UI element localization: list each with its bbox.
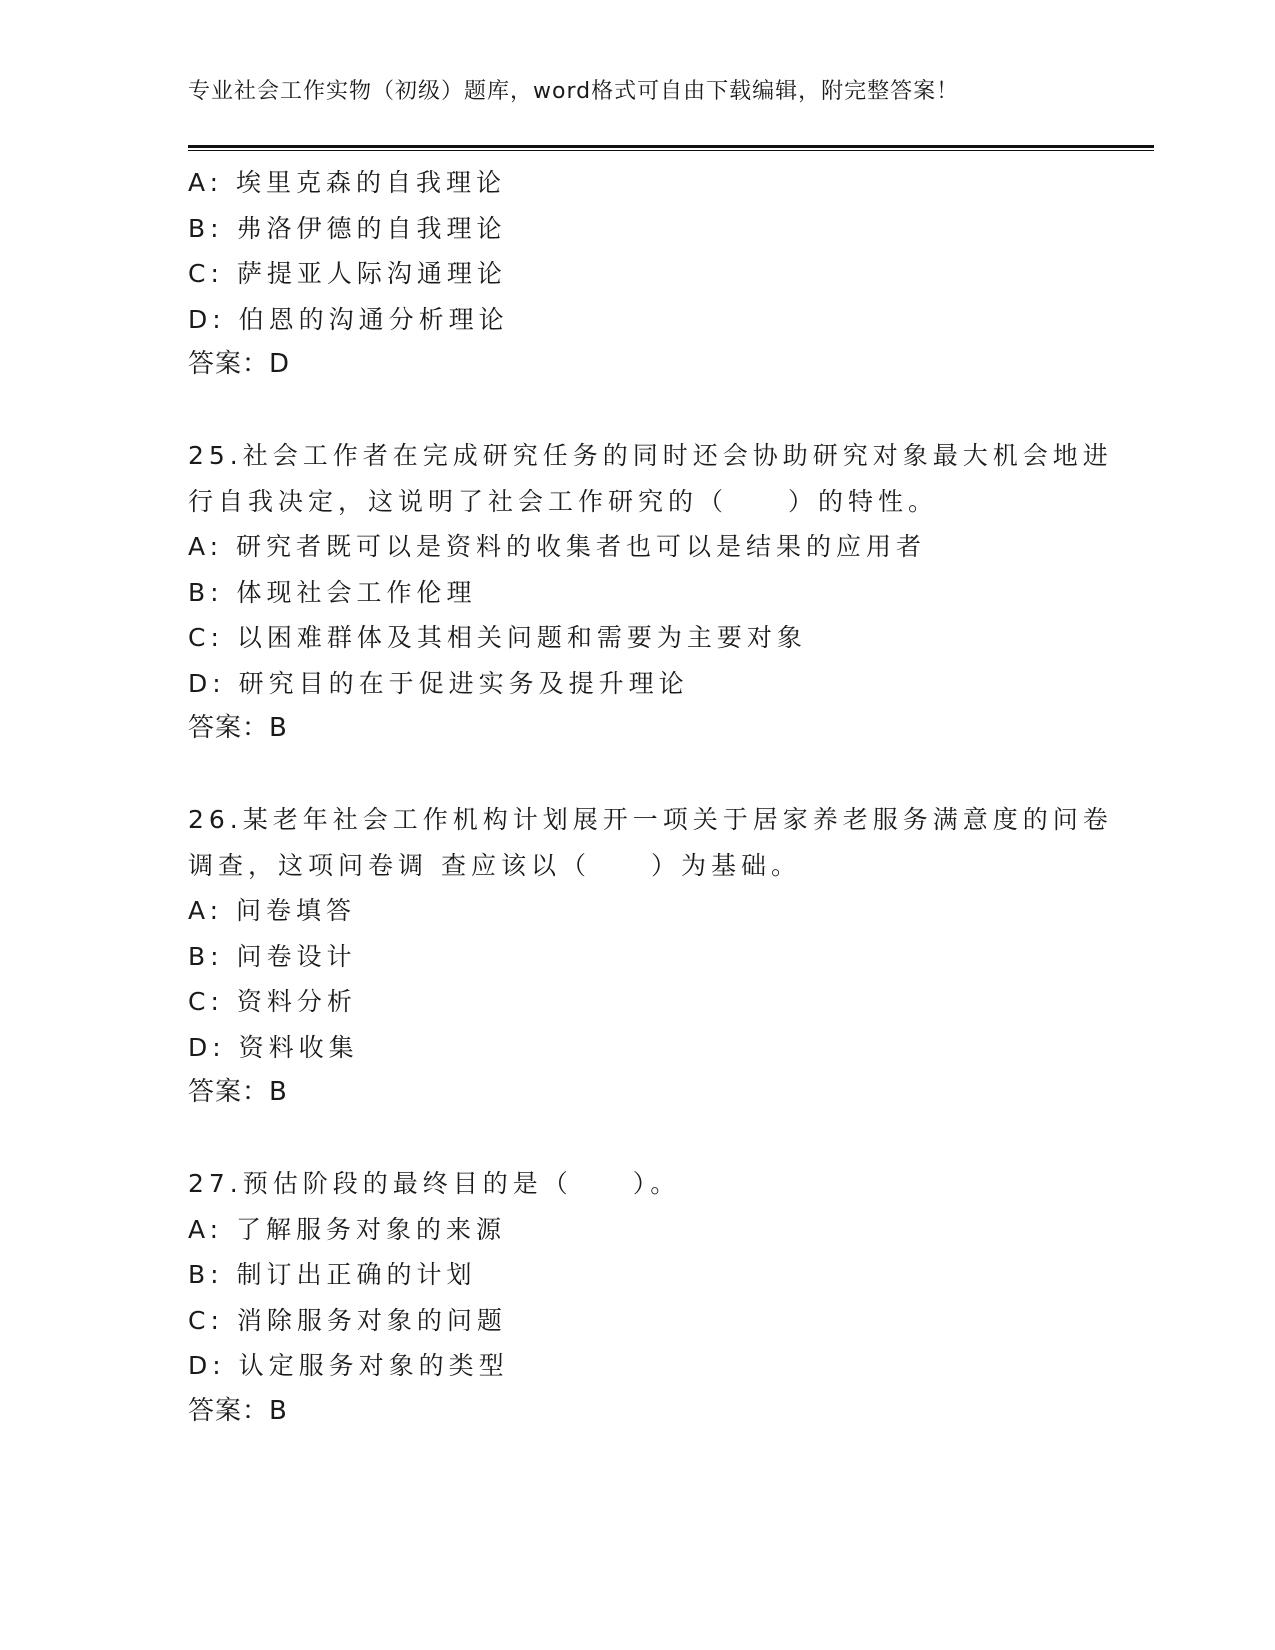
question-block-26: [188, 797, 1113, 1116]
question-stem-line-2: 调查，这项问卷调 查应该以（ ）为基础。: [188, 850, 801, 880]
option-c: C: 消除服务对象的问题: [188, 1305, 507, 1335]
answer: 答案：B: [188, 713, 288, 743]
option-c: C: 萨提亚人际沟通理论: [188, 259, 507, 288]
question-block-27: [188, 1161, 1108, 1434]
answer: 答案：B: [188, 1395, 288, 1426]
option-b: B: 体现社会工作伦理: [188, 577, 477, 607]
question-block-24: [188, 160, 1108, 388]
option-a: A: 问卷填答: [188, 896, 357, 925]
page-header: 专业社会工作实物（初级）题库，word格式可自由下载编辑，附完整答案！: [188, 79, 960, 104]
question-stem-line-2: 行自我决定，这说明了社会工作研究的（ ）的特性。: [188, 486, 939, 516]
option-d: D: 伯恩的沟通分析理论: [188, 304, 509, 334]
option-c: C: 资料分析: [188, 987, 357, 1016]
spacer: [188, 752, 1108, 798]
option-b: B: 问卷设计: [188, 941, 357, 971]
question-stem-line-1: 25.社会工作者在完成研究任务的同时还会协助研究对象最大机会地进: [188, 441, 1113, 470]
option-d: D: 资料收集: [188, 1032, 359, 1062]
option-a: A: 了解服务对象的来源: [188, 1214, 507, 1244]
option-d: D: 认定服务对象的类型: [188, 1351, 509, 1380]
answer: 答案：D: [188, 349, 291, 379]
header-rule-thick: [188, 145, 1154, 148]
option-b: B: 制订出正确的计划: [188, 1260, 477, 1289]
spacer: [188, 1116, 1108, 1162]
spacer: [188, 388, 1108, 434]
question-stem-line-1: 27.预估阶段的最终目的是（ ）。: [188, 1169, 681, 1198]
option-a: A: 研究者既可以是资料的收集者也可以是结果的应用者: [188, 532, 927, 561]
option-d: D: 研究目的在于促进实务及提升理论: [188, 668, 689, 698]
question-block-25: [188, 433, 1113, 752]
option-b: B: 弗洛伊德的自我理论: [188, 213, 507, 243]
answer: 答案：B: [188, 1077, 288, 1107]
question-stem-line-1: 26.某老年社会工作机构计划展开一项关于居家养老服务满意度的问卷: [188, 805, 1113, 834]
header-rule-thin: [188, 150, 1154, 151]
option-a: A: 埃里克森的自我理论: [188, 168, 507, 197]
question-content: [188, 160, 1113, 1434]
option-c: C: 以困难群体及其相关问题和需要为主要对象: [188, 623, 807, 652]
